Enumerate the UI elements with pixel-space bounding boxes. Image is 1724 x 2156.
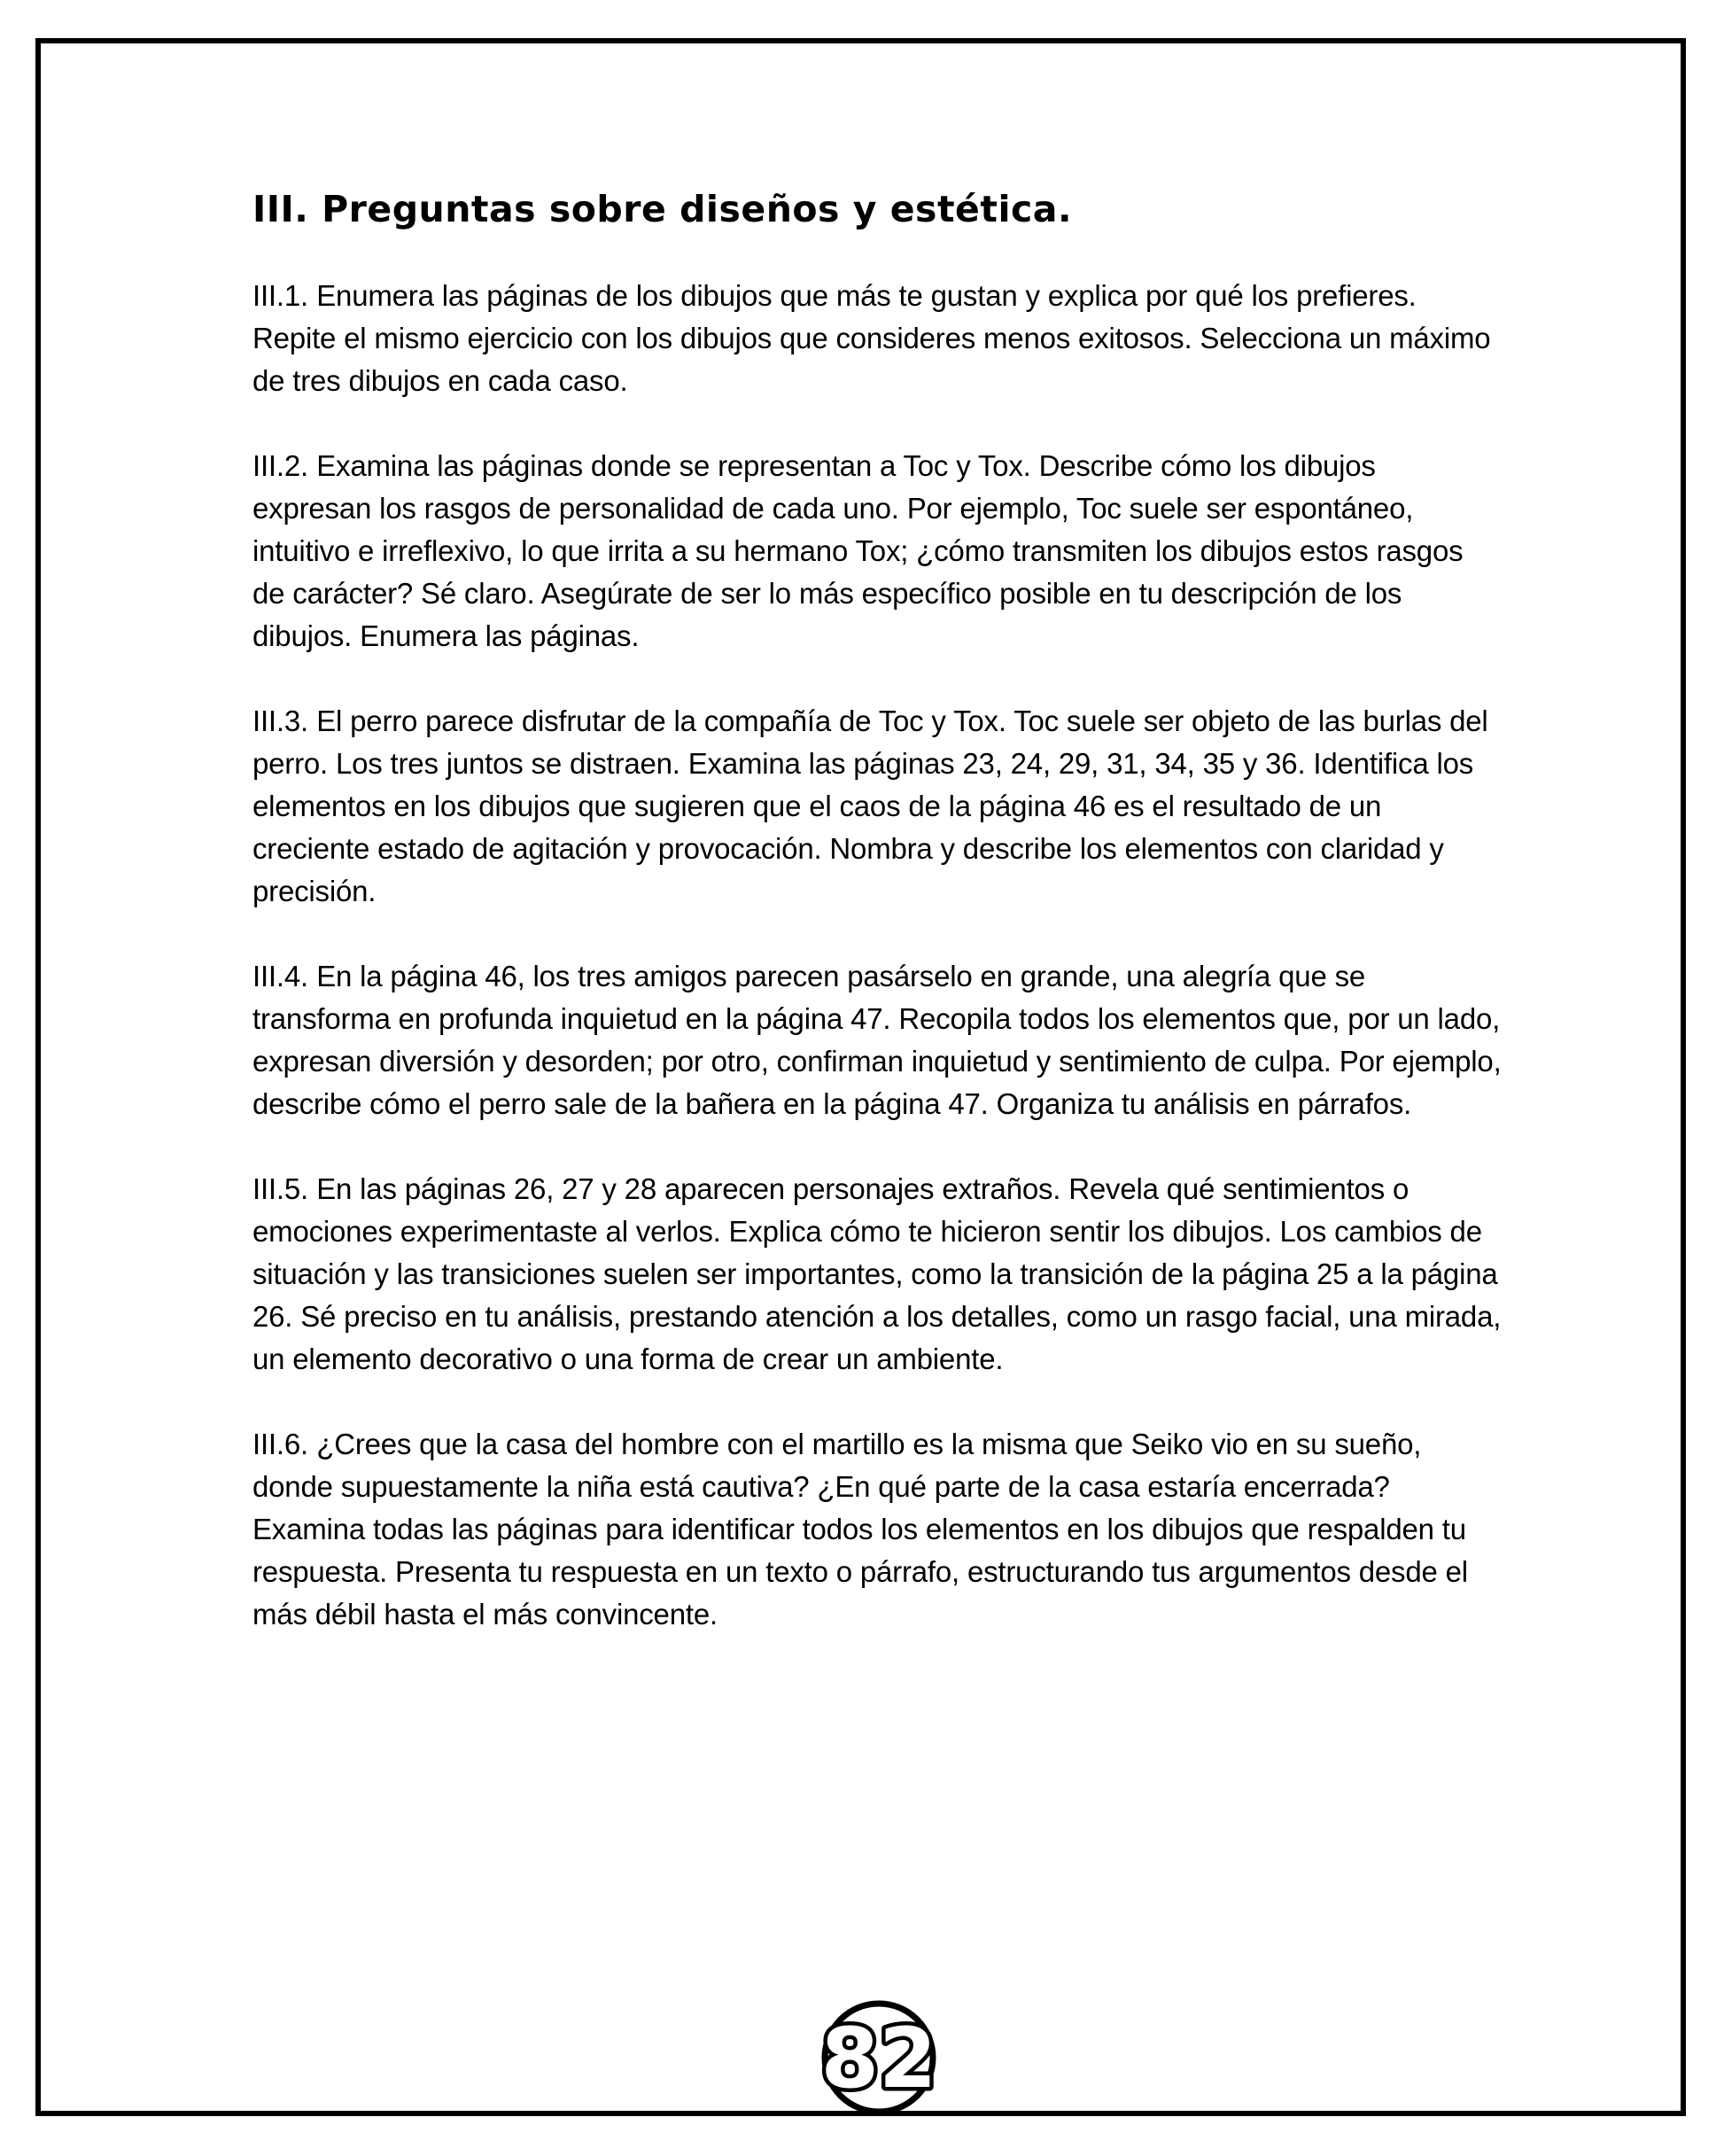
question-text: En la página 46, los tres amigos parecen pasárselo en grande, una alegría que se transforma en profunda inquietud en la página 47. Recopila todos los elementos que, por un lado, expresan diversión y desorden; por otro, confirman inquietud y sentimiento de culpa. Por ejemplo, describe cómo el perro sale de la bañera en la página 47. Organiza tu análisis en párrafos.: [252, 960, 1502, 1120]
question-paragraph: [252, 1423, 1502, 1636]
question-paragraph: [252, 700, 1502, 913]
question-number: III.1.: [252, 279, 308, 312]
page-number-text: 82: [820, 2011, 937, 2107]
question-number: III.6.: [252, 1428, 308, 1460]
question-number: III.4.: [252, 960, 308, 992]
question-paragraph: [252, 955, 1502, 1125]
question-number: III.5.: [252, 1172, 308, 1205]
question-number: III.2.: [252, 449, 308, 482]
question-paragraph: [252, 1168, 1502, 1381]
page-number-badge: [820, 1999, 937, 2116]
question-number: III.3.: [252, 704, 308, 737]
section-title: III. Preguntas sobre diseños y estética.: [252, 188, 1073, 230]
question-text: El perro parece disfrutar de la compañía de Toc y Tox. Toc suele ser objeto de las burlas del perro. Los tres juntos se distraen. Examina las páginas 23, 24, 29, 31, 34, 35 y 36. Identifica los elementos en los dibujos que sugieren que el caos de la página 46 es el resultado de un creciente estado de agitación y provocación. Nombra y describe los elementos con claridad y precisión.: [252, 704, 1488, 907]
question-text: ¿Crees que la casa del hombre con el martillo es la misma que Seiko vio en su sueño, donde supuestamente la niña está cautiva? ¿En qué parte de la casa estaría encerrada? Examina todas las páginas para identificar todos los elementos en los dibujos que respalden tu respuesta. Presenta tu respuesta en un texto o párrafo, estructurando tus argumentos desde el más débil hasta el más convincente.: [252, 1428, 1468, 1631]
question-text: En las páginas 26, 27 y 28 aparecen personajes extraños. Revela qué sentimientos o emociones experimentaste al verlos. Explica cómo te hicieron sentir los dibujos. Los cambios de situación y las transiciones suelen ser importantes, como la transición de la página 25 a la página 26. Sé preciso en tu análisis, prestando atención a los detalles, como un rasgo facial, una mirada, un elemento decorativo o una forma de crear un ambiente.: [252, 1172, 1502, 1375]
question-paragraph: [252, 445, 1502, 658]
question-text: Enumera las páginas de los dibujos que más te gustan y explica por qué los prefieres. Repite el mismo ejercicio con los dibujos que consideres menos exitosos. Selecciona un máximo de tres dibujos en cada caso.: [252, 279, 1491, 397]
worksheet-content: [252, 188, 1502, 1678]
question-text: Examina las páginas donde se representan a Toc y Tox. Describe cómo los dibujos expresan los rasgos de personalidad de cada uno. Por ejemplo, Toc suele ser espontáneo, intuitivo e irreflexivo, lo que irrita a su hermano Tox; ¿cómo transmiten los dibujos estos rasgos de carácter? Sé claro. Asegúrate de ser lo más específico posible en tu descripción de los dibujos. Enumera las páginas.: [252, 449, 1464, 652]
question-paragraph: [252, 275, 1502, 402]
